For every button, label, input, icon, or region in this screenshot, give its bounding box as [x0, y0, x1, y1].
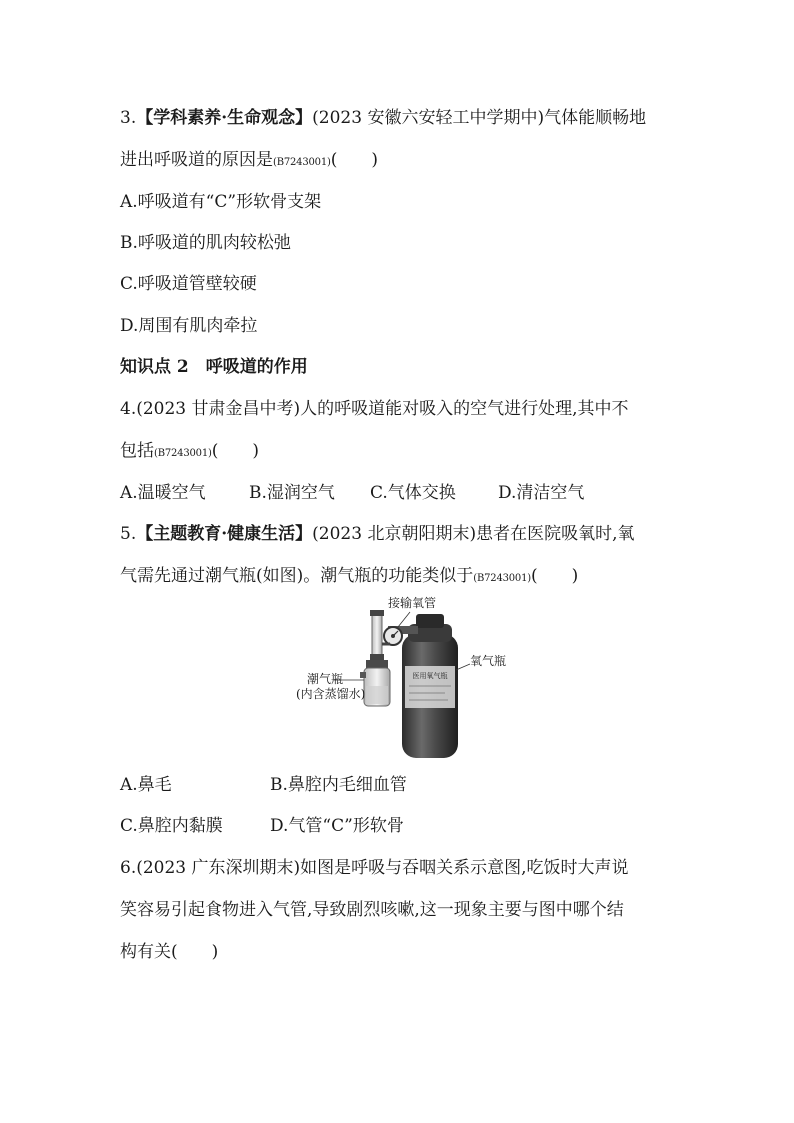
q4-option-d: D.清洁空气: [498, 483, 585, 503]
q4-option-b: B.湿润空气: [249, 483, 335, 503]
q5-code: (B7243001): [473, 573, 531, 584]
q3-stem-line2: [120, 148, 378, 175]
q5-tag: 【主题教育·健康生活】: [136, 524, 313, 544]
q5-stem-line2: [120, 564, 578, 591]
q6-stem-line1: 6.(2023 广东深圳期末)如图是呼吸与吞咽关系示意图,吃饭时大声说: [120, 858, 629, 878]
label-oxygen-bottle: 氧气瓶: [470, 654, 507, 668]
q3-stem-text: (2023 安徽六安轻工中学期中)气体能顺畅地: [312, 108, 647, 128]
q3-stem-text2: 进出呼吸道的原因是: [120, 150, 273, 170]
label-humidifier-note: (内含蒸馏水): [296, 687, 366, 701]
label-humidifier: 潮气瓶: [307, 672, 344, 686]
q4-stem-line2: [120, 439, 259, 466]
q4-option-a: A.温暖空气: [120, 483, 206, 503]
q5-answer-paren: ( ): [530, 566, 579, 586]
q3-tag: 【学科素养·生命观念】: [136, 108, 313, 128]
q3-code: (B7243001): [273, 157, 331, 168]
q5-option-a: A.鼻毛: [120, 775, 172, 795]
q4-code: (B7243001): [154, 448, 212, 459]
q3-number: 3.: [120, 108, 137, 128]
q4-stem-line1: 4.(2023 甘肃金昌中考)人的呼吸道能对吸入的空气进行处理,其中不: [120, 399, 629, 419]
section-heading: 知识点 2 呼吸道的作用: [120, 357, 308, 377]
label-oxygen-tube: 接输氧管: [388, 596, 437, 610]
q3-answer-paren: ( ): [330, 150, 378, 170]
q5-stem-text2: 气需先通过潮气瓶(如图)。潮气瓶的功能类似于: [120, 566, 474, 586]
q4-answer-paren: ( ): [211, 441, 259, 461]
q6-stem-line2: 笑容易引起食物进入气管,导致剧烈咳嗽,这一现象主要与图中哪个结: [120, 900, 624, 920]
q4-option-c: C.气体交换: [370, 483, 456, 503]
q3-option-a: A.呼吸道有“C”形软骨支架: [120, 192, 322, 212]
q5-stem-line1: [120, 522, 635, 546]
q5-number: 5.: [120, 524, 137, 544]
q4-stem-text2: 包括: [120, 441, 154, 461]
q5-options-row2: [120, 814, 404, 838]
q3-option-c: C.呼吸道管壁较硬: [120, 274, 257, 294]
oxygen-bottle-figure: [290, 596, 506, 762]
q5-option-b: B.鼻腔内毛细血管: [270, 775, 407, 795]
q5-options-row1: [120, 773, 407, 797]
q3-option-b: B.呼吸道的肌肉较松弛: [120, 233, 291, 253]
q3-stem-line1: [120, 106, 646, 130]
q3-option-d: D.周围有肌肉牵拉: [120, 316, 258, 336]
flowmeter: [372, 614, 382, 656]
q5-option-d: D.气管“C”形软骨: [270, 816, 404, 836]
bottle-label-text: 医用氧气瓶: [412, 672, 448, 680]
q5-option-c: C.鼻腔内黏膜: [120, 816, 223, 836]
q4-options: [120, 481, 584, 505]
q5-stem-text: (2023 北京朝阳期末)患者在医院吸氧时,氧: [312, 524, 635, 544]
q6-stem-line3: 构有关( ): [120, 942, 219, 962]
